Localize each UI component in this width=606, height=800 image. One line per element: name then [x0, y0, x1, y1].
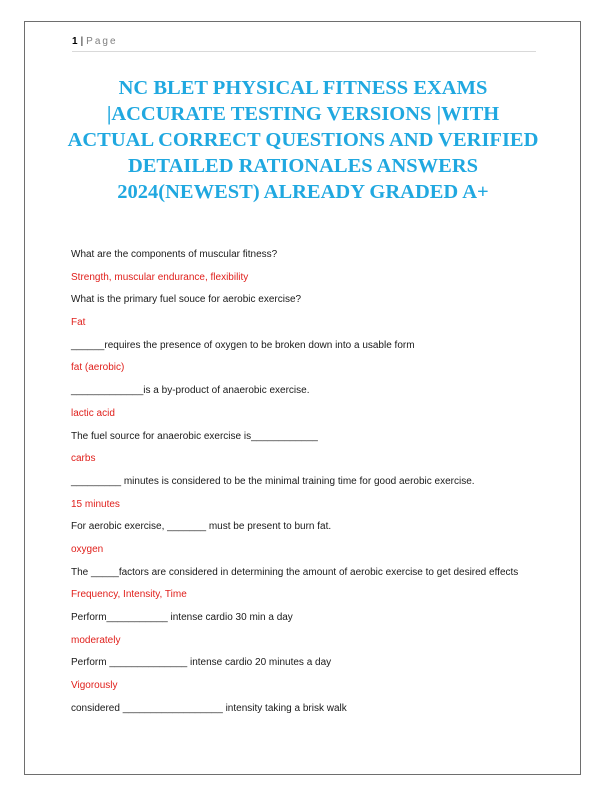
page-label: Page	[86, 36, 118, 47]
page-number: 1	[72, 36, 78, 47]
answer-8: Frequency, Intensity, Time	[71, 589, 187, 601]
answer-10: Vigorously	[71, 680, 118, 692]
question-5: The fuel source for anaerobic exercise is____________	[71, 430, 318, 442]
question-2: What is the primary fuel souce for aerobic exercise?	[71, 294, 302, 306]
qa-list	[71, 248, 551, 724]
answer-4: lactic acid	[71, 407, 115, 419]
question-8: The _____factors are considered in determining the amount of aerobic exercise to get desired effects	[71, 566, 519, 578]
document-title: NC BLET PHYSICAL FITNESS EXAMS |ACCURATE TESTING VERSIONS |WITH ACTUAL CORRECT QUESTIONS AND VERIFIED DETAILED RATIONALES ANSWERS 2024(NEWEST) ALREADY GRADED A+	[67, 77, 539, 203]
answer-7: oxygen	[71, 543, 104, 555]
answer-6: 15 minutes	[71, 498, 120, 510]
page-separator: |	[80, 36, 84, 47]
question-3: ______requires the presence of oxygen to be broken down into a usable form	[71, 339, 415, 351]
question-10: Perform ______________ intense cardio 20 minutes a day	[71, 657, 332, 669]
answer-1: Strength, muscular endurance, flexibility	[71, 271, 249, 283]
answer-5: carbs	[71, 453, 96, 465]
answer-2: Fat	[71, 317, 86, 329]
answer-9: moderately	[71, 634, 121, 646]
question-9: Perform___________ intense cardio 30 min a day	[71, 612, 293, 623]
question-6: _________ minutes is considered to be the minimal training time for good aerobic exercise.	[71, 475, 475, 487]
question-7: For aerobic exercise, _______ must be present to burn fat.	[71, 521, 332, 533]
question-4: _____________is a by-product of anaerobic exercise.	[71, 385, 310, 397]
question-11: considered __________________ intensity taking a brisk walk	[71, 702, 347, 714]
question-1: What are the components of muscular fitness?	[71, 249, 278, 260]
page-header	[72, 36, 536, 52]
answer-3: fat (aerobic)	[71, 362, 125, 374]
